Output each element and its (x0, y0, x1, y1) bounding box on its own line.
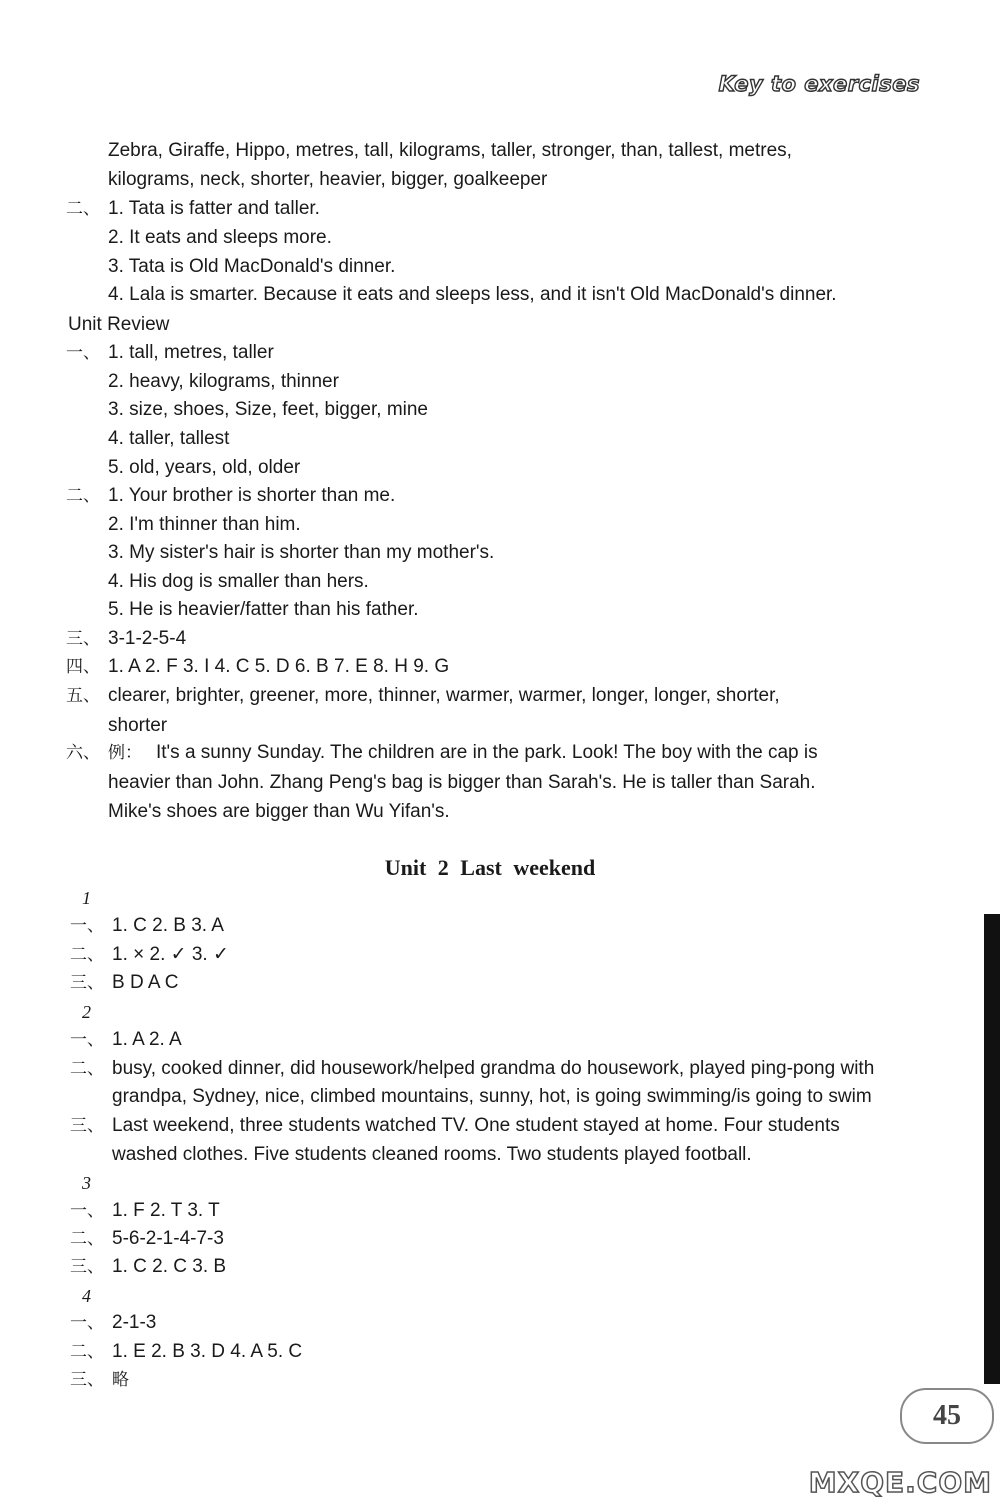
answer-line: 3. size, shoes, Size, feet, bigger, mine (108, 399, 429, 420)
section-marker: 五、 (66, 686, 100, 706)
answer-line: washed clothes. Five students cleaned rooms. Two students played football. (112, 1144, 752, 1165)
answer-line: grandpa, Sydney, nice, climbed mountains, sunny, hot, is going swimming/is going to swim (112, 1086, 872, 1107)
answer-line: 1. A 2. A (112, 1029, 182, 1050)
section-marker: 三、 (70, 1116, 104, 1136)
answer-line: Mike's shoes are bigger than Wu Yifan's. (108, 801, 450, 822)
answer-line: 2. It eats and sleeps more. (108, 227, 332, 248)
watermark: MXQE.COM (808, 1466, 992, 1499)
section-marker: 三、 (70, 973, 104, 993)
answer-line: shorter (108, 715, 168, 736)
answer-line: 1. Tata is fatter and taller. (108, 198, 320, 219)
section-marker: 一、 (70, 1313, 104, 1333)
section-marker: 二、 (70, 1342, 104, 1362)
section-marker: 四、 (66, 657, 100, 677)
lesson-number: 4 (82, 1286, 91, 1306)
answer-line: 略 (112, 1370, 129, 1390)
answer-line: It's a sunny Sunday. The children are in the park. Look! The boy with the cap is (156, 742, 818, 763)
section-heading: Unit Review (68, 314, 170, 335)
answer-line: 1. × 2. ✓ 3. ✓ (112, 944, 229, 965)
page-edge-tab (984, 914, 1000, 1384)
section-marker: 一、 (70, 1030, 104, 1050)
answer-line: 1. A 2. F 3. I 4. C 5. D 6. B 7. E 8. H 9. G (108, 656, 450, 677)
answer-line: 5. old, years, old, older (108, 457, 301, 478)
answer-line: 3. Tata is Old MacDonald's dinner. (108, 256, 396, 277)
section-marker: 一、 (66, 343, 100, 363)
answer-line: kilograms, neck, shorter, heavier, bigger, goalkeeper (108, 169, 548, 190)
answer-line: 1. C 2. C 3. B (112, 1256, 227, 1277)
answer-line: 1. F 2. T 3. T (112, 1200, 220, 1221)
section-marker: 三、 (66, 629, 100, 649)
answer-line: 4. His dog is smaller than hers. (108, 571, 369, 592)
answer-line: 1. tall, metres, taller (108, 342, 274, 363)
answer-line: 1. E 2. B 3. D 4. A 5. C (112, 1341, 303, 1362)
answer-line: busy, cooked dinner, did housework/helped grandma do housework, played ping-pong with (112, 1058, 875, 1079)
page-number: 45 (900, 1388, 994, 1444)
section-marker: 三、 (70, 1257, 104, 1277)
section-marker: 二、 (66, 486, 100, 506)
answer-line: 2-1-3 (112, 1312, 157, 1333)
section-marker: 二、 (66, 199, 100, 219)
answer-line: 4. Lala is smarter. Because it eats and sleeps less, and it isn't Old MacDonald's dinner. (108, 284, 837, 305)
answer-line: Last weekend, three students watched TV. One student stayed at home. Four students (112, 1115, 840, 1136)
header-title: Key to exercises (718, 72, 920, 96)
answer-line: 1. C 2. B 3. A (112, 915, 224, 936)
answer-line: 4. taller, tallest (108, 428, 230, 449)
lesson-number: 1 (82, 888, 91, 908)
lesson-number: 2 (82, 1002, 91, 1022)
section-marker: 六、 (66, 743, 100, 763)
section-marker: 二、 (70, 1059, 104, 1079)
answer-line: 2. I'm thinner than him. (108, 514, 301, 535)
answer-line: 2. heavy, kilograms, thinner (108, 371, 339, 392)
section-marker: 三、 (70, 1370, 104, 1390)
section-marker: 一、 (70, 1201, 104, 1221)
lesson-number: 3 (82, 1173, 91, 1193)
section-marker: 二、 (70, 1229, 104, 1249)
unit-title: Unit 2 Last weekend (384, 855, 596, 880)
answer-line: 5-6-2-1-4-7-3 (112, 1228, 224, 1249)
answer-line: clearer, brighter, greener, more, thinner, warmer, warmer, longer, longer, shorter, (108, 685, 780, 706)
section-marker: 二、 (70, 945, 104, 965)
answer-line: B D A C (112, 972, 179, 993)
answer-line: 3-1-2-5-4 (108, 628, 187, 649)
answer-line: Zebra, Giraffe, Hippo, metres, tall, kilograms, taller, stronger, than, tallest, metres, (108, 140, 792, 161)
answer-line: heavier than John. Zhang Peng's bag is bigger than Sarah's. He is taller than Sarah. (108, 772, 816, 793)
answer-line: 1. Your brother is shorter than me. (108, 485, 396, 506)
example-marker: 例： (108, 743, 142, 763)
answer-line: 3. My sister's hair is shorter than my mother's. (108, 542, 495, 563)
answer-line: 5. He is heavier/fatter than his father. (108, 599, 419, 620)
section-marker: 一、 (70, 916, 104, 936)
